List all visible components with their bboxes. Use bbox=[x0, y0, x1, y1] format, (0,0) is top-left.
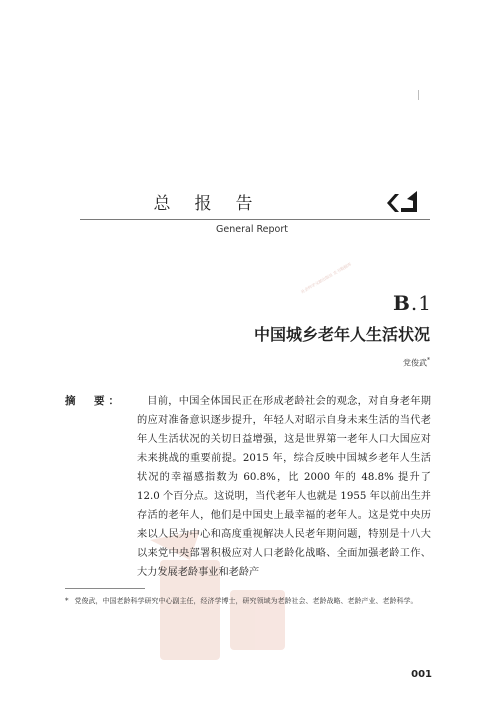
article-number-prefix: B bbox=[393, 291, 411, 315]
abstract-text: 目前，中国全体国民正在形成老龄社会的观念，对自身老年期的应对准备意识逐步提升，年轻人对昭示自身未来生活的当代老年人生活状况的关切日益增强，这是世界第一老年人口大国应对未来挑战的重要前提。2015 年，综合反映中国城乡老年人生活状况的幸福感指数为 60.8%，比 2000 年的 48.8% 提升了 12.0 个百分点。这说明，当代老年人也就是 1955 年以前出生并存活的老年人，他们是中国史上最幸福的老年人。这是党中央历来以人民为中心和高度重视解决人民老年期问题，特别是十八大以来党中央部署积极应对人口老龄化战略、全面加强老龄工作、大力发展老龄事业和老龄产 bbox=[137, 396, 431, 578]
footnote-mark: * bbox=[65, 597, 69, 605]
section-logo-icon bbox=[381, 188, 421, 218]
abstract-label: 摘 要： bbox=[65, 395, 123, 407]
watermark-text: 社会科学文献出版社 皮书数据库 bbox=[300, 261, 353, 295]
author bbox=[0, 357, 430, 369]
footnote-text: 党俊武，中国老龄科学研究中心副主任，经济学博士，研究领域为老龄社会、老龄战略、老龄产业、老龄科学。 bbox=[74, 597, 418, 605]
author-name: 党俊武 bbox=[403, 358, 427, 368]
article-number-suffix: .1 bbox=[410, 291, 432, 315]
article-title: 中国城乡老年人生活状况 bbox=[253, 325, 430, 344]
page-number: 001 bbox=[411, 669, 432, 680]
article-number bbox=[372, 291, 432, 315]
section-divider bbox=[80, 219, 430, 220]
top-margin-mark bbox=[418, 90, 419, 100]
footnote bbox=[65, 595, 433, 608]
section-subtitle: General Report bbox=[216, 224, 288, 235]
footnote-divider bbox=[65, 588, 145, 589]
section-title: 总报告 bbox=[153, 194, 277, 214]
author-note-mark: * bbox=[427, 357, 430, 364]
